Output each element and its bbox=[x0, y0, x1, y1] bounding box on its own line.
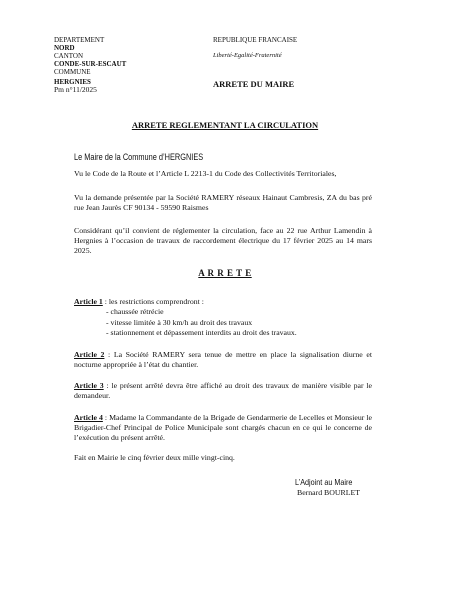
article-3 bbox=[74, 381, 372, 401]
article-2-label: Article 2 bbox=[74, 350, 105, 359]
considerant-paragraph: Considérant qu’il convient de réglementer la circulation, face au 22 rue Arthur Lamendin à Hergnies à l’occasion de travaux de raccordement électrique du 17 février 2025 au 14 mars 2025. bbox=[74, 226, 372, 255]
article-4 bbox=[74, 413, 372, 443]
article-3-label: Article 3 bbox=[74, 381, 104, 390]
signature-name: Bernard BOURLET bbox=[297, 488, 361, 497]
signature-role: L’Adjoint au Maire bbox=[295, 477, 353, 487]
article-3-text: : le présent arrêté devra être affiché au droit des travaux de manière visible par le demandeur. bbox=[74, 381, 372, 400]
decree-number: Pm n°11/2025 bbox=[54, 85, 97, 94]
vu-demande: Vu la demande présentée par la Société RAMERY réseaux Hainaut Cambresis, ZA du bas pré rue Jean Jaurès CF 90134 - 59590 Raismes bbox=[74, 193, 372, 212]
vu-code-route: Vu le Code de la Route et l’Article L 2213-1 du Code des Collectivités Territoriales, bbox=[74, 169, 337, 178]
republic-motto: Liberté-Egalité-Fraternité bbox=[213, 52, 282, 59]
article-2-text: : La Société RAMERY sera tenue de mettre en place la signalisation diurne et nocturne appropriée à l’état du chantier. bbox=[74, 350, 372, 369]
article-1 bbox=[74, 297, 204, 307]
article-1-item: - chaussée rétrécie bbox=[106, 307, 164, 316]
canton-label: CANTON bbox=[54, 52, 84, 60]
done-at-line: Fait en Mairie le cinq février deux mille vingt-cinq. bbox=[74, 453, 235, 462]
republic-label: REPUBLIQUE FRANCAISE bbox=[213, 36, 298, 44]
article-2 bbox=[74, 350, 372, 370]
article-1-text: : les restrictions comprendront : bbox=[102, 297, 204, 306]
article-4-label: Article 4 bbox=[74, 413, 103, 422]
article-1-item: - vitesse limitée à 30 km/h au droit des travaux bbox=[106, 318, 253, 327]
department-name: NORD bbox=[54, 44, 75, 52]
document-title: ARRETE REGLEMENTANT LA CIRCULATION bbox=[131, 120, 319, 130]
commune-label: COMMUNE bbox=[54, 68, 91, 76]
article-4-text: : Madame la Commandante de la Brigade de Gendarmerie de Lecelles et Monsieur le Brigadier-Chef Principal de Police Municipale sont chargés chacun en ce qui le concerne de l’exécution du présent arrêté. bbox=[74, 413, 372, 442]
article-1-label: Article 1 bbox=[74, 297, 103, 306]
mayor-line: Le Maire de la Commune d’HERGNIES bbox=[74, 152, 204, 162]
canton-name: CONDE-SUR-ESCAUT bbox=[54, 60, 127, 68]
decree-type: ARRETE DU MAIRE bbox=[213, 79, 295, 89]
article-1-item: - stationnement et dépassement interdits au droit des travaux. bbox=[106, 328, 297, 337]
department-label: DEPARTEMENT bbox=[54, 36, 105, 44]
commune-name: HERGNIES bbox=[54, 78, 91, 86]
arrete-heading: A R R E T E bbox=[198, 268, 252, 278]
